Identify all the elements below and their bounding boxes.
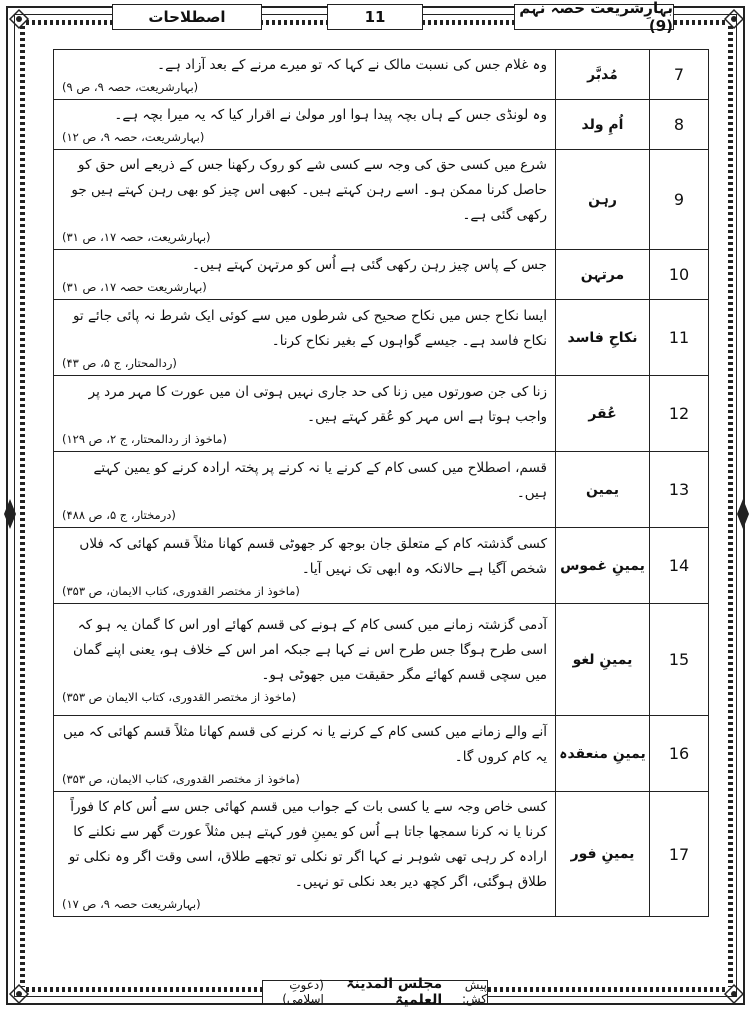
definition-text: زنا کی جن صورتوں میں زنا کی حد جاری نہیں ہوتی ان میں عورت کا مہر مرد پر واجب ہوتا ہے اس مہر کو عُقر کہتے ہیں۔ <box>88 383 547 425</box>
definition-text: آدمی گزشتہ زمانے میں کسی کام کے ہونے کی قسم کھائے اور اس کا گمان یہ ہو کہ اسی طرح ہوگا جس طرح اس نے کہا ہے جبکہ امر اس کے خلاف ہو، یعنی اپنے گمان میں سچی قسم کھائے مگر حقیقت میں جھوٹی ہو۔ <box>73 617 547 683</box>
reference-citation: (بہارشریعت، حصہ ۹، ص ۹) <box>62 80 199 94</box>
row-number: 7 <box>650 50 709 100</box>
row-number: 15 <box>650 604 709 716</box>
definition-text: کسی گذشتہ کام کے متعلق جان بوجھ کر جھوٹی قسم کھانا مثلاً قسم کھائی کہ فلاں شخص آگیا ہے حالانکہ وہ ابھی تک نہیں آیا۔ <box>79 535 547 577</box>
table-row <box>54 528 709 604</box>
row-number: 10 <box>650 250 709 300</box>
side-ornament-icon <box>736 499 750 529</box>
term-cell: یمینِ فور <box>556 792 650 917</box>
section-title: اصطلاحات <box>112 4 262 30</box>
definition-text: جس کے پاس چیز رہن رکھی گئی ہے اُس کو مرتہن کہتے ہیں۔ <box>191 257 547 273</box>
definition-cell <box>54 300 556 376</box>
publisher-footer <box>262 976 488 1008</box>
terms-table <box>53 49 709 917</box>
definition-cell <box>54 528 556 604</box>
table-row <box>54 452 709 528</box>
definition-cell <box>54 716 556 792</box>
reference-citation: (درمختار، ج ۵، ص ۴۸۸) <box>62 507 176 522</box>
term-cell: مُدبَّر <box>556 50 650 100</box>
definition-cell <box>54 100 556 150</box>
row-number: 12 <box>650 376 709 452</box>
definition-cell <box>54 250 556 300</box>
term-cell: رہن <box>556 150 650 250</box>
publisher-name: مجلس المدینۃ العلمیۃ <box>346 976 443 1008</box>
table-row <box>54 604 709 716</box>
terms-table-body <box>54 50 709 917</box>
term-cell: یمینِ لغو <box>556 604 650 716</box>
row-number: 13 <box>650 452 709 528</box>
page-number: 11 <box>327 4 423 30</box>
corner-ornament-icon <box>8 983 30 1005</box>
side-ornament-icon <box>3 499 17 529</box>
term-cell: یمین <box>556 452 650 528</box>
reference-citation: (ماخوذ از مختصر القدوری، کتاب الایمان ص ۳۵۳) <box>62 690 297 704</box>
book-title: بہارِشریعت حصہ نہم (9) <box>514 4 674 30</box>
corner-ornament-icon <box>8 8 30 30</box>
row-number: 16 <box>650 716 709 792</box>
definition-cell <box>54 452 556 528</box>
definition-text: قسم، اصطلاح میں کسی کام کے کرنے یا نہ کرنے پر پختہ ارادہ کرنے کو یمین کہتے ہیں۔ <box>93 459 547 501</box>
reference-citation: (ماخوذ از مختصر القدوری، کتاب الایمان، ص ۳۵۳) <box>62 771 300 786</box>
definition-text: آنے والے زمانے میں کسی کام کے کرنے یا نہ کرنے کی قسم کھانا مثلاً قسم کھائی کہ میں یہ کام کروں گا۔ <box>63 723 547 765</box>
corner-ornament-icon <box>723 983 745 1005</box>
table-row <box>54 792 709 917</box>
reference-citation: (ماخوذ از مختصر القدوری، کتاب الایمان، ص ۳۵۳) <box>62 583 300 598</box>
row-number: 8 <box>650 100 709 150</box>
term-cell: اُمِ ولد <box>556 100 650 150</box>
definition-text: شرع میں کسی حق کی وجہ سے کسی شے کو روک رکھنا جس کے ذریعے اس حق کو حاصل کرنا ممکن ہو۔ اسے رہن کہتے ہیں۔ کبھی اس چیز کو بھی رہن کہتے ہیں جو رکھی گئی ہے۔ <box>71 157 547 223</box>
row-number: 17 <box>650 792 709 917</box>
definition-cell <box>54 150 556 250</box>
term-cell: یمینِ منعقدہ <box>556 716 650 792</box>
reference-citation: (ماخوذ از ردالمحتار، ج ۲، ص ۱۲۹) <box>62 431 227 446</box>
table-row <box>54 300 709 376</box>
footer-suffix: (دعوتِ اسلامی) <box>282 978 324 1006</box>
definition-cell <box>54 792 556 917</box>
term-cell: نکاحِ فاسد <box>556 300 650 376</box>
reference-citation: (بہارشریعت، حصہ ۱۷، ص ۳۱) <box>62 230 211 244</box>
table-row <box>54 376 709 452</box>
reference-citation: (بہارشریعت، حصہ ۹، ص ۱۲) <box>62 130 205 144</box>
definition-cell <box>54 50 556 100</box>
corner-ornament-icon <box>723 8 745 30</box>
rope-border-right <box>728 26 733 987</box>
footer-prefix: پیش کش: <box>461 978 487 1006</box>
reference-citation: (بہارشریعت حصہ ۱۷، ص ۳۱) <box>62 280 207 294</box>
table-row <box>54 50 709 100</box>
definition-text: ایسا نکاح جس میں نکاح صحیح کی شرطوں میں سے کوئی ایک شرط نہ پائی جائے تو نکاح فاسد ہے۔ جیسے گواہوں کے بغیر نکاح کرنا۔ <box>72 307 547 349</box>
reference-citation: (ردالمحتار، ج ۵، ص ۴۳) <box>62 355 177 370</box>
table-row <box>54 100 709 150</box>
table-row <box>54 716 709 792</box>
reference-citation: (بہارشریعت حصہ ۹، ص ۱۷) <box>62 897 201 911</box>
definition-text: کسی خاص وجہ سے یا کسی بات کے جواب میں قسم کھائی جس سے اُس کام کا فوراً کرنا یا نہ کرنا سمجھا جاتا ہے اُس کو یمینِ فور کہتے ہیں مثلاً عورت گھر سے نکلنے کا ارادہ کر رہی تھی شوہر نے کہا اگر تو نکلی تو تجھے طلاق، اسی وقت اگر وہ نکلی تو طلاق ہوگئی، اگر کچھ دیر بعد نکلی تو نہیں۔ <box>68 799 547 890</box>
rope-border-left <box>20 26 25 987</box>
definition-cell <box>54 604 556 716</box>
row-number: 14 <box>650 528 709 604</box>
definition-cell <box>54 376 556 452</box>
term-cell: عُقر <box>556 376 650 452</box>
row-number: 9 <box>650 150 709 250</box>
term-cell: مرتہن <box>556 250 650 300</box>
definition-text: وہ لونڈی جس کے ہاں بچہ پیدا ہوا اور مولیٰ نے اقرار کیا کہ یہ میرا بچہ ہے۔ <box>114 107 547 123</box>
table-row <box>54 150 709 250</box>
row-number: 11 <box>650 300 709 376</box>
term-cell: یمینِ غموس <box>556 528 650 604</box>
table-row <box>54 250 709 300</box>
definition-text: وہ غلام جس کی نسبت مالک نے کہا کہ تو میرے مرنے کے بعد آزاد ہے۔ <box>157 57 547 73</box>
